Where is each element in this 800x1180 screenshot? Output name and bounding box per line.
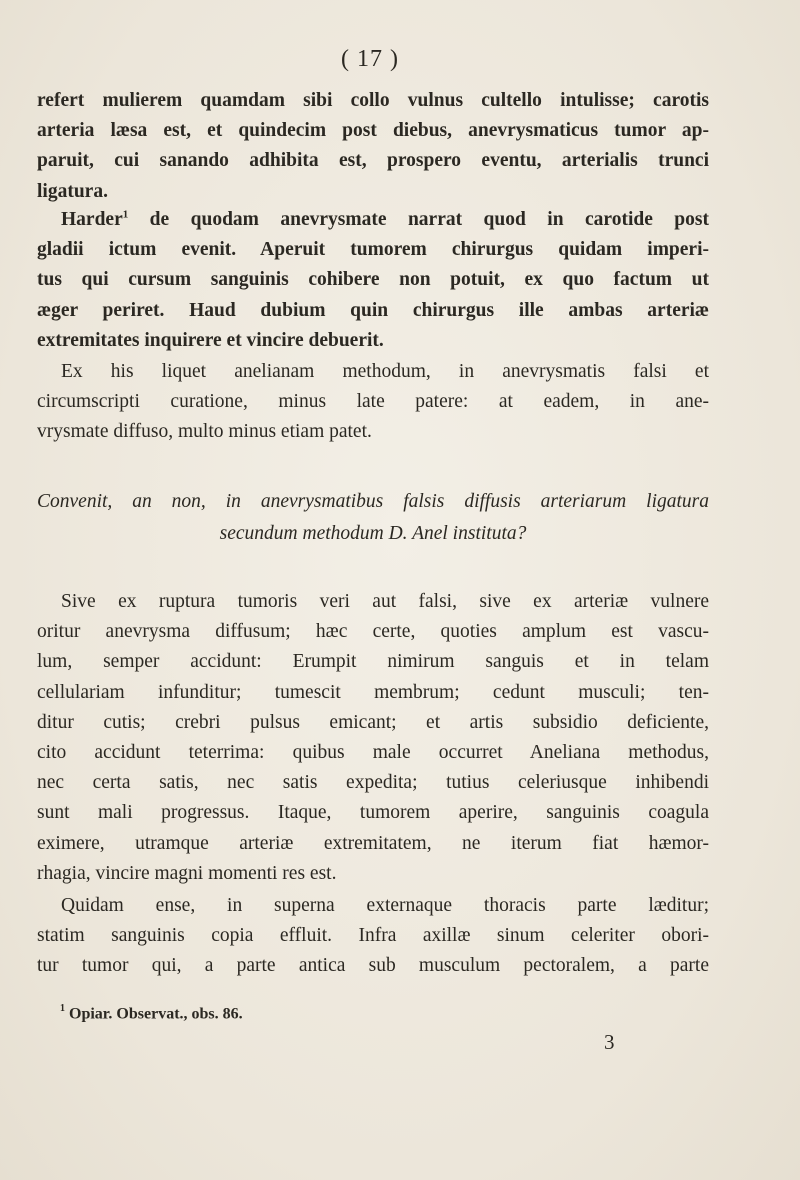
text-line: statim sanguinis copia effluit. Infra axillæ sinum celeriter obori- <box>37 925 709 947</box>
paragraph-e <box>37 891 709 982</box>
paragraph-b <box>37 205 709 356</box>
text-line: arteria læsa est, et quindecim post diebus, anevrysmaticus tumor ap- <box>37 120 709 142</box>
text-line: rhagia, vincire magni momenti res est. <box>37 862 337 884</box>
text-line: eximere, utramque arteriæ extremitatem, ne iterum fiat hæmor- <box>37 832 709 854</box>
text-line: refert mulierem quamdam sibi collo vulnus cultello intulisse; carotis <box>37 90 709 111</box>
text-line: vrysmate diffuso, multo minus etiam patet. <box>37 421 372 443</box>
text-line: æger periret. Haud dubium quin chirurgus ille ambas arteriæ <box>37 299 709 321</box>
text-line: circumscripti curatione, minus late patere: at eadem, in ane- <box>37 391 709 413</box>
signature-mark: 3 <box>604 1030 615 1054</box>
text-line: lum, semper accidunt: Erumpit nimirum sanguis et in telam <box>37 651 709 673</box>
footnote-marker: 1 <box>60 1003 65 1014</box>
text-line: ligatura. <box>37 180 108 202</box>
footnote <box>60 1004 243 1023</box>
text-line: Quidam ense, in superna externaque thoracis parte læditur; <box>61 895 709 916</box>
paragraph-c <box>37 357 709 448</box>
text-fragment: de quodam anevrysmate narrat quod in carotide post <box>128 209 709 230</box>
heading-line: Convenit, an non, in anevrysmatibus falsis diffusis arteriarum ligatura <box>37 491 709 512</box>
text-line <box>37 205 709 235</box>
footnote-text: Opiar. Observat., obs. 86. <box>69 1005 243 1023</box>
text-line: ditur cutis; crebri pulsus emicant; et artis subsidio deficiente, <box>37 711 709 733</box>
text-line: extremitates inquirere et vincire debuerit. <box>37 329 384 351</box>
text-line: gladii ictum evenit. Aperuit tumorem chirurgus quidam imperi- <box>37 239 709 261</box>
text-fragment: Harder <box>61 209 123 230</box>
paragraph-a <box>37 86 709 207</box>
footnote-marker: 1 <box>122 208 129 221</box>
text-line: nec certa satis, nec satis expedita; tutius celeriusque inhibendi <box>37 772 709 794</box>
text-line: Ex his liquet anelianam methodum, in anevrysmatis falsi et <box>61 361 709 382</box>
paragraph-d <box>37 587 709 889</box>
text-line: oritur anevrysma diffusum; hæc certe, quoties amplum est vascu- <box>37 621 709 643</box>
text-line: tur tumor qui, a parte antica sub musculum pectoralem, a parte <box>37 955 709 977</box>
section-heading <box>37 486 709 550</box>
text-line: paruit, cui sanando adhibita est, prospero eventu, arterialis trunci <box>37 150 709 172</box>
heading-line: secundum methodum D. Anel instituta? <box>219 523 527 544</box>
text-line: Sive ex ruptura tumoris veri aut falsi, sive ex arteriæ vulnere <box>61 591 709 612</box>
text-line: tus qui cursum sanguinis cohibere non potuit, ex quo factum ut <box>37 269 709 291</box>
text-line: cellulariam infunditur; tumescit membrum; cedunt musculi; ten- <box>37 681 709 703</box>
text-line: cito accidunt teterrima: quibus male occurret Aneliana methodus, <box>37 741 709 763</box>
page-number: ( 17 ) <box>341 46 399 72</box>
text-line: sunt mali progressus. Itaque, tumorem aperire, sanguinis coagula <box>37 802 709 824</box>
